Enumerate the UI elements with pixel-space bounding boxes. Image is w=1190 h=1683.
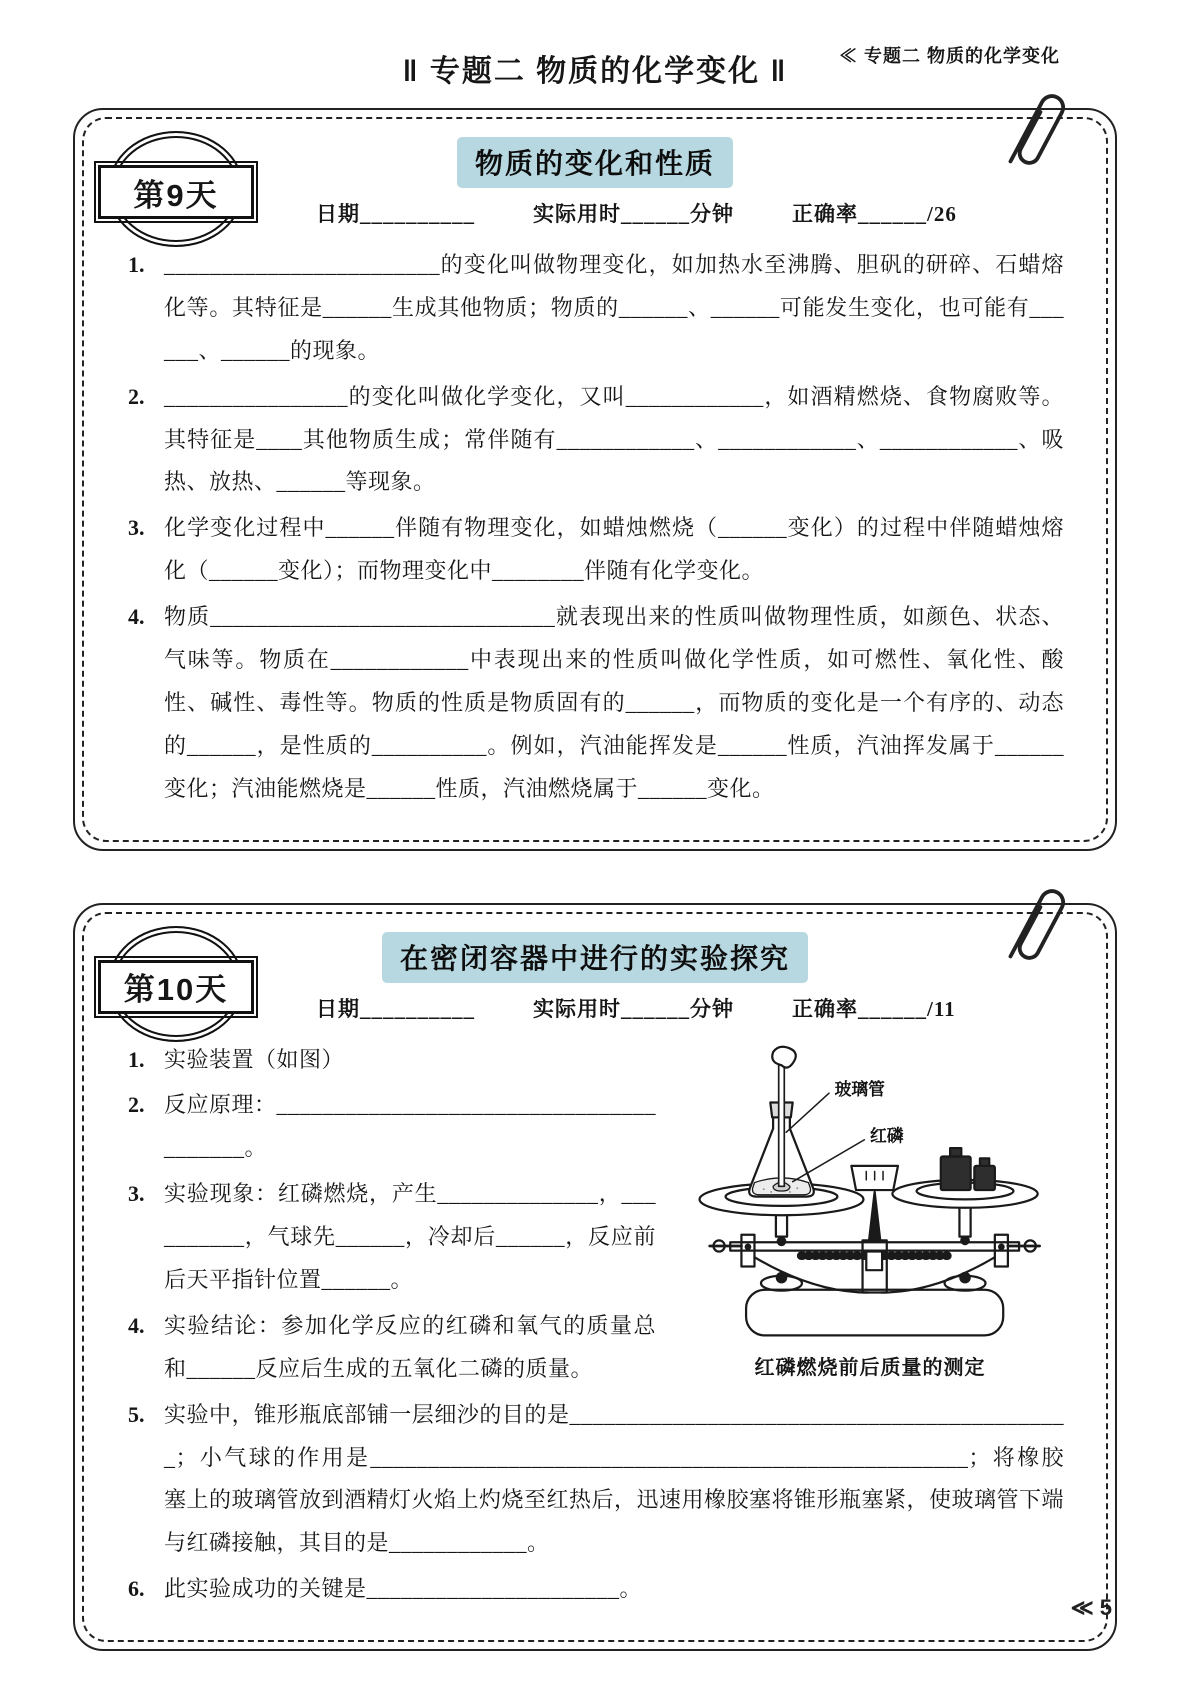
red-phosphorus-label: 红磷 xyxy=(870,1126,904,1146)
question-text: 实验结论：参加化学反应的红磷和氧气的质量总和______反应后生成的五氧化二磷的质量。 xyxy=(164,1312,656,1381)
time-field: 实际用时______分钟 xyxy=(533,202,734,226)
section-1-meta xyxy=(316,198,1064,228)
corner-header: ≪ 专题二 物质的化学变化 xyxy=(838,46,1060,66)
section-2-meta xyxy=(316,993,1064,1023)
question-item xyxy=(126,1394,1064,1566)
question-item xyxy=(126,507,1064,593)
page-title: ‖ 专题二 物质的化学变化 ‖ xyxy=(402,55,788,88)
question-number: 6. xyxy=(128,1576,145,1602)
question-text: 反应原理：________________________________________。 xyxy=(164,1092,657,1161)
question-number: 1. xyxy=(128,252,145,277)
question-item xyxy=(126,1305,1064,1391)
question-item xyxy=(126,1039,1064,1082)
time-field: 实际用时______分钟 xyxy=(533,996,734,1021)
figure-caption: 红磷燃烧前后质量的测定 xyxy=(754,1356,986,1379)
question-item xyxy=(126,376,1064,505)
question-item xyxy=(126,1173,1064,1302)
section-2-title-row xyxy=(126,932,1064,983)
stamp-label: 第9天 xyxy=(98,165,254,219)
section-day9-content xyxy=(82,117,1108,842)
question-number: 4. xyxy=(128,604,145,630)
question-item xyxy=(126,596,1064,810)
section-day10-box xyxy=(73,903,1117,1652)
question-text: ________________的变化叫做化学变化，又叫____________，如酒精燃烧、食物腐败等。其特征是____其他物质生成；常伴随有____________、____________、____________、吸热、放热、______等现象。 xyxy=(164,383,1064,495)
section-day10-content xyxy=(82,912,1108,1643)
question-item xyxy=(126,244,1064,373)
glass-tube-label: 玻璃管 xyxy=(834,1079,885,1099)
section-day9-box xyxy=(73,108,1117,851)
question-text: ________________________的变化叫做物理变化，如加热水至沸腾、胆矾的研碎、石蜡熔化等。其特征是______生成其他物质；物质的______、______可能发生变化，也可能有______、______的现象。 xyxy=(164,252,1064,363)
stamp-label: 第10天 xyxy=(98,960,254,1014)
question-number: 4. xyxy=(128,1312,145,1338)
section-1-title: 物质的变化和性质 xyxy=(457,137,733,188)
question-number: 3. xyxy=(128,515,145,541)
date-field: 日期__________ xyxy=(316,202,475,226)
question-text: 物质______________________________就表现出来的性质叫做物理性质，如颜色、状态、气味等。物质在____________中表现出来的性质叫做化学性质，如可燃性、氧化性、酸性、碱性、毒性等。物质的性质是物质固有的______，而物质的变化是一个有序的、动态的______，是性质的__________。例如，汽油能挥发是______性质，汽油挥发属于______变化；汽油能燃烧是______性质，汽油燃烧属于______变化。 xyxy=(164,604,1064,801)
question-text: 实验中，锥形瓶底部铺一层细沙的目的是____________________________________________；小气球的作用是____________________________________________________；将橡胶塞上的玻璃管放到酒精灯火焰上灼烧至红热后，迅速用橡胶塞将锥形瓶塞紧，使玻璃管下端与红磷接触，其目的是____________。 xyxy=(164,1401,1065,1556)
question-text: 化学变化过程中______伴随有物理变化，如蜡烛燃烧（______变化）的过程中伴随蜡烛熔化（______变化）；而物理变化中________伴随有化学变化。 xyxy=(164,515,1064,584)
section-2-title: 在密闭容器中进行的实验探究 xyxy=(382,932,808,983)
section-1-questions xyxy=(126,244,1064,811)
day-9-stamp xyxy=(100,131,252,247)
section-2-questions xyxy=(126,1039,1064,1612)
question-item xyxy=(126,1568,1064,1611)
question-text: 实验装置（如图） xyxy=(164,1046,345,1072)
date-field: 日期__________ xyxy=(316,996,475,1021)
day-10-stamp xyxy=(100,926,252,1042)
score-field: 正确率______/11 xyxy=(792,996,956,1021)
question-number: 5. xyxy=(128,1401,145,1427)
page-number: ≪ 5 xyxy=(1070,1595,1112,1620)
question-number: 2. xyxy=(128,383,145,409)
question-item xyxy=(126,1084,1064,1170)
question-number: 1. xyxy=(128,1046,145,1072)
question-text: 此实验成功的关键是______________________。 xyxy=(164,1576,643,1602)
score-field: 正确率______/26 xyxy=(792,202,957,226)
question-number: 2. xyxy=(128,1092,145,1118)
question-text: 实验现象：红磷燃烧，产生______________，__________，气球先______，冷却后______，反应前后天平指针位置______。 xyxy=(164,1181,656,1293)
question-number: 3. xyxy=(128,1181,145,1207)
section-1-title-row xyxy=(126,137,1064,188)
